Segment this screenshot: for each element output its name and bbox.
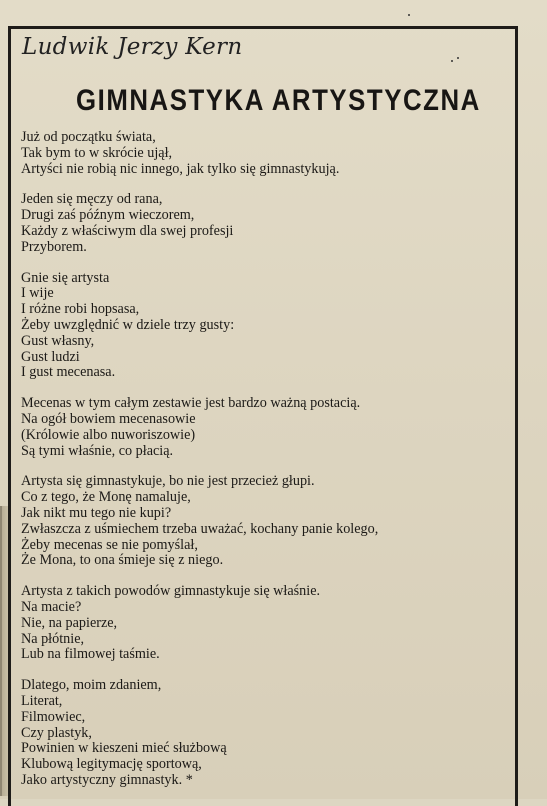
poem-line: Filmowiec, (21, 708, 86, 725)
print-speck (451, 60, 453, 62)
poem-line: Klubową legitymację sportową, (21, 756, 202, 773)
poem-line: Artysta się gimnastykuje, bo nie jest przecież głupi. (21, 473, 315, 490)
poem-line: Na macie? (21, 598, 82, 615)
poem-line: Gnie się artysta (21, 269, 110, 286)
poem-line: Czy plastyk, (21, 724, 92, 741)
poem-line: I różne robi hopsasa, (21, 301, 140, 318)
poem-line: Już od początku świata, (21, 129, 156, 145)
poem-body (21, 130, 506, 804)
poem-line: Każdy z właściwym dla swej profesji (21, 222, 234, 239)
poem-line: Co z tego, że Monę namaluje, (21, 489, 191, 506)
poem-line: Tak bym to w skrócie ujął, (21, 144, 173, 161)
poem-line: (Królowie albo nuworiszowie) (21, 426, 196, 443)
stanza (21, 584, 506, 663)
poem-line: Zwłaszcza z uśmiechem trzeba uważać, kochany panie kolego, (21, 520, 379, 537)
author-signature: Ludwik Jerzy Kern (22, 34, 243, 60)
stanza (21, 130, 506, 177)
print-speck (457, 57, 459, 59)
poem-line: Artysta z takich powodów gimnastykuje się właśnie. (21, 583, 321, 600)
poem-line: I wije (21, 285, 54, 302)
poem-line: Powinien w kieszeni mieć służbową (21, 740, 227, 757)
stanza (21, 396, 506, 459)
poem-line: Artyści nie robią nic innego, jak tylko się gimnastykują. (21, 160, 340, 177)
stanza (21, 474, 506, 569)
poem-line: Na ogół bowiem mecenasowie (21, 410, 196, 427)
poem-line: Żeby mecenas se nie pomyślał, (21, 536, 198, 553)
poem-line: Drugi zaś późnym wieczorem, (21, 207, 195, 224)
poem-line: Gust własny, (21, 332, 95, 349)
stanza (21, 271, 506, 382)
poem-line: Przyborem. (21, 238, 87, 255)
poem-line: Jeden się męczy od rana, (21, 191, 163, 208)
poem-line: Jako artystyczny gimnastyk. * (21, 771, 193, 788)
poem-line: Że Mona, to ona śmieje się z niego. (21, 552, 224, 569)
poem-line: Na płótnie, (21, 630, 85, 647)
poem-line: Jak nikt mu tego nie kupi? (21, 504, 172, 521)
stanza (21, 678, 506, 789)
poem-title: GIMNASTYKA ARTYSTYCZNA (76, 84, 481, 117)
poem-line: Są tymi właśnie, co płacią. (21, 442, 174, 459)
poem-line: Mecenas w tym całym zestawie jest bardzo ważną postacią. (21, 395, 361, 412)
poem-line: Dlatego, moim zdaniem, (21, 677, 162, 694)
poem-line: Żeby uwzględnić w dziele trzy gusty: (21, 316, 235, 333)
poem-line: Gust ludzi (21, 348, 80, 365)
stanza (21, 192, 506, 255)
poem-line: Nie, na papierze, (21, 614, 118, 631)
poem-line: Literat, (21, 692, 63, 709)
poem-line: Lub na filmowej taśmie. (21, 646, 160, 663)
poem-line: I gust mecenasa. (21, 364, 116, 381)
print-speck (408, 14, 410, 16)
